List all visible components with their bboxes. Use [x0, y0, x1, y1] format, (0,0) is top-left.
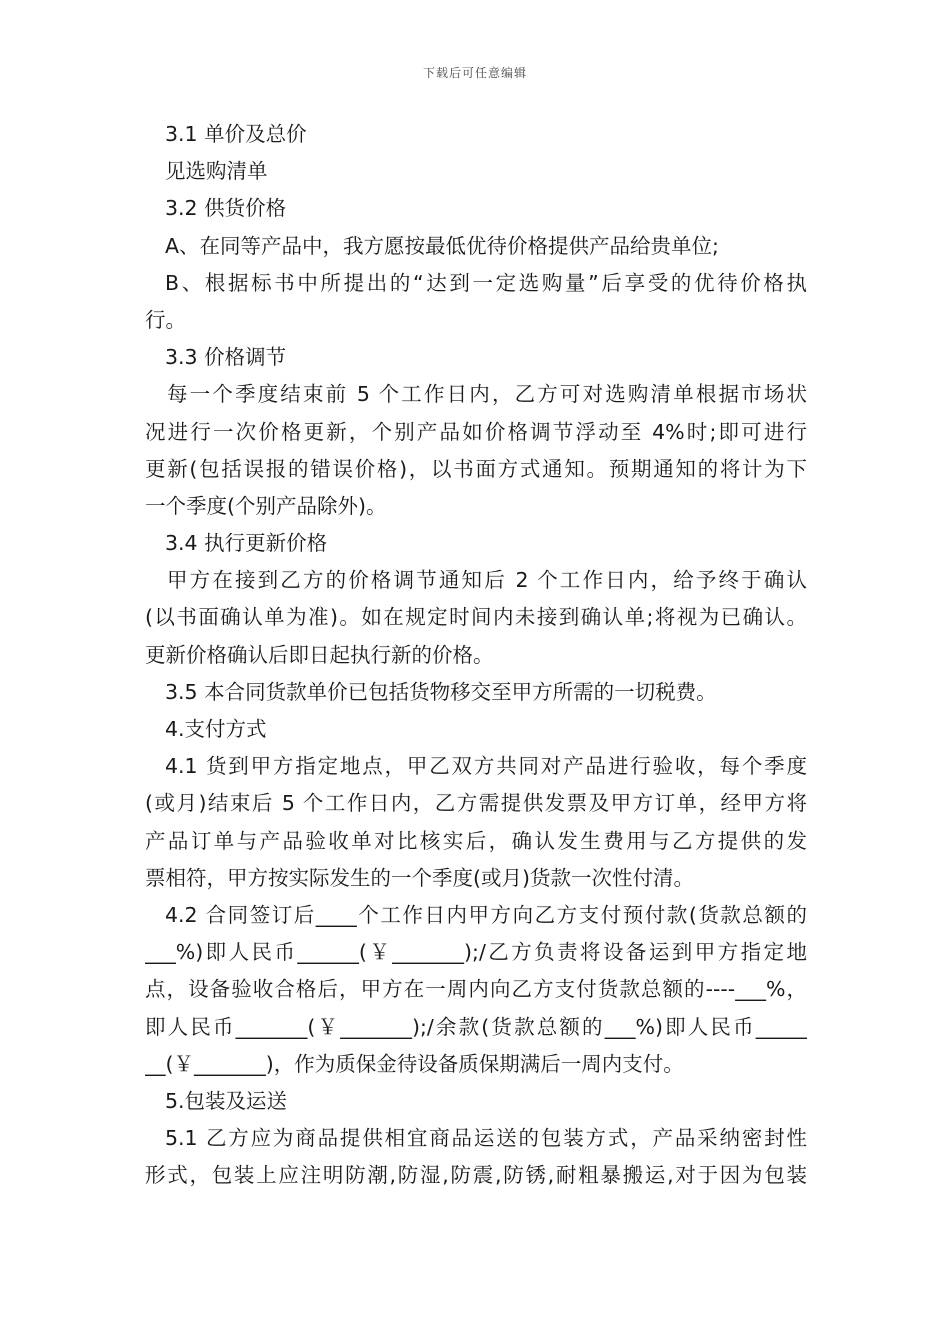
paragraph-line: (或月)结束后 5 个工作日内，乙方需提供发票及甲方订单，经甲方将	[145, 791, 807, 816]
paragraph-line: 更新(包括误报的错误价格)，以书面方式通知。预期通知的将计为下	[145, 456, 807, 481]
document-body	[145, 116, 807, 1194]
paragraph-line: 一个季度(个别产品除外)。	[145, 493, 387, 518]
paragraph-line: 票相符，甲方按实际发生的一个季度(或月)货款一次性付清。	[145, 865, 694, 890]
section-3-5-line: 3.5 本合同货款单价已包括货物移交至甲方所需的一切税费。	[165, 679, 717, 704]
paragraph-line: B、根据标书中所提出的“达到一定选购量”后享受的优待价格执	[165, 270, 807, 295]
paragraph-line: 况进行一次价格更新，个别产品如价格调节浮动至 4%时;即可进行	[145, 419, 807, 444]
paragraph-line: 4.2 合同签订后____个工作日内甲方向乙方支付预付款(货款总额的	[165, 902, 807, 927]
section-3-2-heading: 3.2 供货价格	[165, 196, 287, 221]
paragraph-line: 产品订单与产品验收单对比核实后，确认发生费用与乙方提供的发	[145, 828, 807, 853]
paragraph-line: 5.1 乙方应为商品提供相宜商品运送的包装方式，产品采纳密封性	[165, 1126, 807, 1151]
section-3-4-heading: 3.4 执行更新价格	[165, 531, 328, 556]
paragraph-line: 即人民币_______(￥_______);/余款(货款总额的___%)即人民币_____	[145, 1014, 807, 1039]
paragraph-line: 每一个季度结束前 5 个工作日内，乙方可对选购清单根据市场状	[167, 382, 807, 407]
section-4-heading: 4.支付方式	[165, 717, 267, 741]
paragraph-line: 见选购清单	[165, 159, 268, 184]
section-5-heading: 5.包装及运送	[165, 1088, 288, 1113]
section-3-1-heading: 3.1 单价及总价	[165, 122, 307, 146]
paragraph-line: ___%)即人民币______(￥_______);/乙方负责将设备运到甲方指定地	[145, 940, 807, 965]
paragraph-line: 行。	[145, 307, 186, 332]
paragraph-line: 更新价格确认后即日起执行新的价格。	[145, 642, 494, 667]
section-3-3-heading: 3.3 价格调节	[165, 345, 287, 370]
paragraph-line: 形式，包装上应注明防潮,防湿,防震,防锈,耐粗暴搬运,对于因为包装	[145, 1163, 807, 1188]
paragraph-line: 4.1 货到甲方指定地点，甲乙双方共同对产品进行验收，每个季度	[165, 754, 807, 779]
paragraph-line: (以书面确认单为准)。如在规定时间内未接到确认单;将视为已确认。	[145, 605, 807, 630]
paragraph-line: __(￥_______)，作为质保金待设备质保期满后一周内支付。	[145, 1051, 684, 1076]
paragraph-line: A、在同等产品中，我方愿按最低优待价格提供产品给贵单位;	[165, 233, 719, 258]
paragraph-line: 甲方在接到乙方的价格调节通知后 2 个工作日内，给予终于确认	[167, 568, 807, 593]
page-header: 下载后可任意编辑	[422, 66, 527, 80]
paragraph-line: 点，设备验收合格后，甲方在一周内向乙方支付货款总额的----___%，	[145, 977, 807, 1002]
